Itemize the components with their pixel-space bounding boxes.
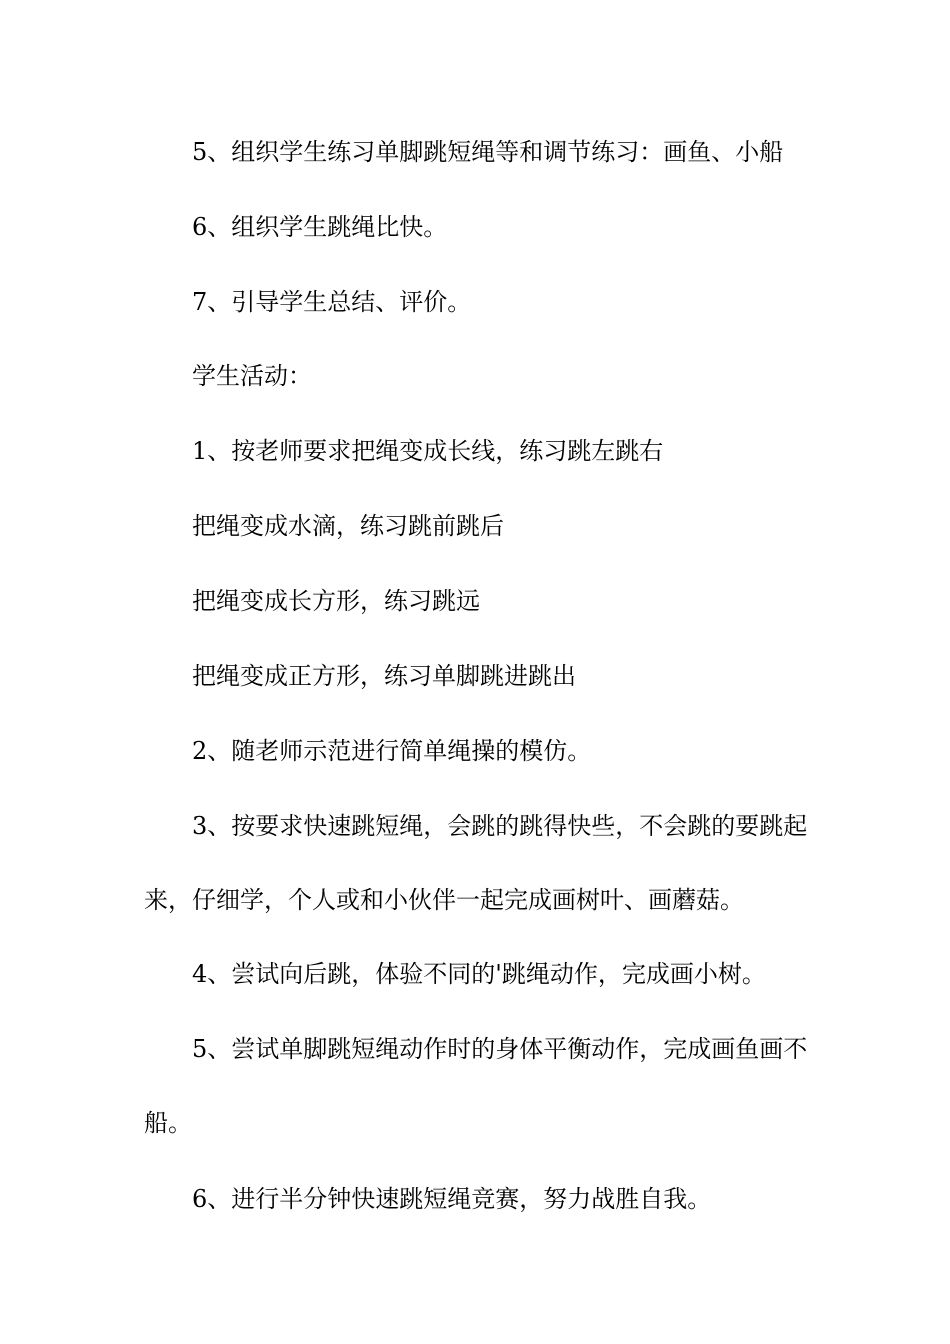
text-line-teacher-step-6: 6、组织学生跳绳比快。 (192, 213, 448, 241)
text-line-student-step-2: 2、随老师示范进行简单绳操的模仿。 (192, 737, 592, 765)
text-line-rectangle: 把绳变成长方形，练习跳远 (192, 587, 480, 615)
text-line-student-step-6: 6、进行半分钟快速跳短绳竞赛，努力战胜自我。 (192, 1185, 712, 1213)
text-line-student-step-1: 1、按老师要求把绳变成长线，练习跳左跳右 (192, 437, 664, 465)
text-line-student-step-3-cont: 来，仔细学，个人或和小伙伴一起完成画树叶、画蘑菇。 (144, 886, 744, 914)
text-line-student-step-4: 4、尝试向后跳，体验不同的'跳绳动作，完成画小树。 (192, 960, 766, 988)
text-line-student-step-3: 3、按要求快速跳短绳，会跳的跳得快些，不会跳的要跳起 (192, 812, 808, 840)
text-line-student-step-5-cont: 船。 (144, 1109, 192, 1137)
text-line-teacher-step-5: 5、组织学生练习单脚跳短绳等和调节练习：画鱼、小船 (192, 138, 784, 166)
text-line-square: 把绳变成正方形，练习单脚跳进跳出 (192, 662, 576, 690)
text-line-water-drop: 把绳变成水滴，练习跳前跳后 (192, 512, 504, 540)
text-line-student-step-5: 5、尝试单脚跳短绳动作时的身体平衡动作，完成画鱼画不 (192, 1035, 808, 1063)
section-heading-student-activities: 学生活动： (192, 362, 312, 390)
text-line-teacher-step-7: 7、引导学生总结、评价。 (192, 288, 472, 316)
